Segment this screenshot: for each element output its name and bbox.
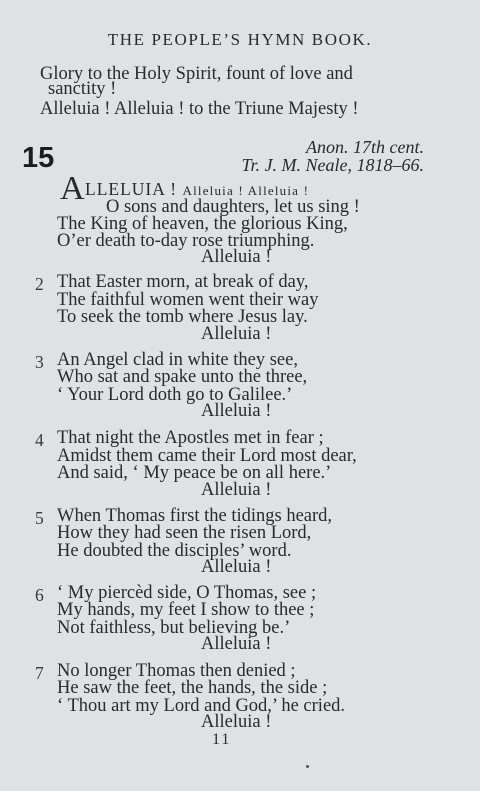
verse-line: ‘ My piercèd side, O Thomas, see ; xyxy=(57,583,317,603)
verse-number: 7 xyxy=(35,663,44,683)
verse-line: Who sat and spake unto the three, xyxy=(57,367,308,387)
verse-line: O sons and daughters, let us sing ! xyxy=(106,197,360,217)
verse-line: How they had seen the risen Lord, xyxy=(57,523,312,543)
previous-hymn-line: sanctity ! xyxy=(48,79,117,99)
verse-line: O’er death to-day rose triumphing. xyxy=(57,231,315,251)
hymn-translator: Tr. J. M. Neale, 1818–66. xyxy=(241,155,424,175)
verse-number: 6 xyxy=(35,585,44,605)
verse-line: My hands, my feet I show to thee ; xyxy=(57,600,315,620)
previous-hymn-line: Glory to the Holy Spirit, fount of love and xyxy=(40,64,353,84)
verse-line: He saw the feet, the hands, the side ; xyxy=(57,678,328,698)
verse-number: 4 xyxy=(35,430,44,450)
verse-number: 2 xyxy=(35,274,44,294)
ink-speck xyxy=(306,765,309,768)
verse-line: Not faithless, but believing be.’ xyxy=(57,618,291,638)
verse-line: The King of heaven, the glorious King, xyxy=(57,214,348,234)
first-line-start: LLELUIA ! xyxy=(85,179,178,199)
verse-line: When Thomas first the tidings heard, xyxy=(57,506,333,526)
verse-number: 5 xyxy=(35,508,44,528)
verse-line: That Easter morn, at break of day, xyxy=(57,272,309,292)
verse-line: ‘ Thou art my Lord and God,’ he cried. xyxy=(57,696,346,716)
refrain: Alleluia ! xyxy=(201,401,272,421)
verse-line: The faithful women went their way xyxy=(57,290,319,310)
page-number: 11 xyxy=(212,731,232,748)
refrain: Alleluia ! xyxy=(201,712,272,732)
hymn-author: Anon. 17th cent. xyxy=(306,137,424,157)
verse-line: An Angel clad in white they see, xyxy=(57,350,298,370)
verse-line: ‘ Your Lord doth go to Galilee.’ xyxy=(57,385,293,405)
refrain: Alleluia ! xyxy=(201,634,272,654)
verse-line: Amidst them came their Lord most dear, xyxy=(57,446,357,466)
verse-number: 3 xyxy=(35,352,44,372)
running-head: THE PEOPLE’S HYMN BOOK. xyxy=(107,30,373,49)
verse-line: No longer Thomas then denied ; xyxy=(57,661,296,681)
first-line-small-caps: Alleluia ! Alleluia ! xyxy=(182,183,310,198)
refrain: Alleluia ! xyxy=(201,324,272,344)
hymn-number: 15 xyxy=(22,142,55,174)
verse-line: And said, ‘ My peace be on all here.’ xyxy=(57,463,332,483)
refrain: Alleluia ! xyxy=(201,557,272,577)
refrain: Alleluia ! xyxy=(201,480,272,500)
drop-cap: A xyxy=(60,170,85,207)
verse-line: To seek the tomb where Jesus lay. xyxy=(57,307,308,327)
verse-line: He doubted the disciples’ word. xyxy=(57,541,292,561)
refrain: Alleluia ! xyxy=(201,247,272,267)
verse-line: That night the Apostles met in fear ; xyxy=(57,428,324,448)
previous-hymn-line: Alleluia ! Alleluia ! to the Triune Majesty ! xyxy=(40,99,359,119)
